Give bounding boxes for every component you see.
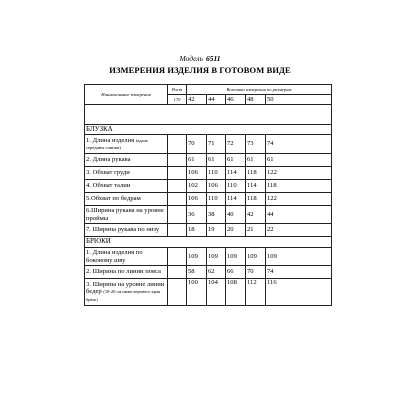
value-cell: 58: [187, 266, 207, 279]
value-cell: 118: [246, 193, 266, 206]
value-cell: 40: [226, 206, 246, 224]
row-label-note: (вдоль середины спинки): [86, 137, 149, 150]
row-label: 3. Обхват груди: [85, 167, 168, 180]
table-row: [85, 180, 332, 193]
value-cell: 109: [246, 248, 266, 266]
value-cell: 106: [187, 193, 207, 206]
value-cell: 61: [266, 154, 332, 167]
value-cell: 114: [246, 180, 266, 193]
value-cell: 118: [266, 180, 332, 193]
value-cell: 71: [207, 135, 226, 154]
growth-value: 170: [168, 95, 187, 105]
table-row: [85, 193, 332, 206]
spacer-row: [85, 105, 332, 125]
value-cell: 19: [207, 224, 226, 237]
value-cell: 74: [266, 135, 332, 154]
value-cell: 106: [207, 180, 226, 193]
value-cell: 106: [187, 167, 207, 180]
growth-cell: [168, 248, 187, 266]
section-row: [85, 125, 332, 135]
value-cell: 102: [187, 180, 207, 193]
row-label: 1. Длина изделия по боковому шву: [85, 248, 168, 266]
value-cell: 18: [187, 224, 207, 237]
measurements-table: [84, 84, 332, 306]
table-row: [85, 135, 332, 154]
table-header-row: [85, 85, 332, 95]
growth-cell: [168, 224, 187, 237]
value-cell: 73: [246, 135, 266, 154]
value-cell: 70: [246, 266, 266, 279]
sizes-header: Величина измерения по размерам: [187, 85, 332, 95]
size-header: 46: [226, 95, 246, 105]
value-cell: 74: [266, 266, 332, 279]
size-header: 42: [187, 95, 207, 105]
growth-header: Рост: [168, 85, 187, 95]
row-label-note: (18-20 см ниже верхнего края брюк): [86, 289, 161, 302]
value-cell: 109: [266, 248, 332, 266]
section-title-trousers: БРЮКИ: [85, 237, 332, 248]
table-row: [85, 248, 332, 266]
section-row: [85, 237, 332, 248]
row-label: [85, 135, 168, 154]
row-label: 5.Обхват по бедрам: [85, 193, 168, 206]
section-title-blouse: БЛУЗКА: [85, 125, 332, 135]
growth-cell: [168, 266, 187, 279]
value-cell: 114: [226, 193, 246, 206]
value-cell: 122: [266, 167, 332, 180]
row-label: 6.Ширина рукава на уровне проймы: [85, 206, 168, 224]
value-cell: 44: [266, 206, 332, 224]
value-cell: 110: [207, 193, 226, 206]
table-row: [85, 154, 332, 167]
value-cell: 109: [187, 248, 207, 266]
row-label: 4. Обхват талии: [85, 180, 168, 193]
value-cell: 109: [207, 248, 226, 266]
value-cell: 61: [246, 154, 266, 167]
value-cell: 104: [207, 279, 226, 306]
value-cell: 38: [207, 206, 226, 224]
value-cell: 66: [226, 266, 246, 279]
growth-cell: [168, 180, 187, 193]
table-row: [85, 167, 332, 180]
value-cell: 110: [207, 167, 226, 180]
row-label: [85, 279, 168, 306]
growth-cell: [168, 279, 187, 306]
value-cell: 114: [226, 167, 246, 180]
value-cell: 122: [266, 193, 332, 206]
value-cell: 61: [207, 154, 226, 167]
growth-cell: [168, 167, 187, 180]
table-row: [85, 266, 332, 279]
name-column-header: Наименование измерения: [85, 85, 168, 105]
value-cell: 61: [226, 154, 246, 167]
value-cell: 118: [246, 167, 266, 180]
table-row: [85, 279, 332, 306]
row-label: 2. Ширина по линии пояса: [85, 266, 168, 279]
value-cell: 110: [226, 180, 246, 193]
growth-cell: [168, 206, 187, 224]
page-title: ИЗМЕРЕНИЯ ИЗДЕЛИЯ В ГОТОВОМ ВИДЕ: [109, 65, 291, 75]
size-header: 50: [266, 95, 332, 105]
row-label-text: 1. Длина изделия: [86, 136, 135, 144]
table-row: [85, 206, 332, 224]
model-number: 6511: [205, 54, 221, 63]
size-header: 48: [246, 95, 266, 105]
value-cell: 22: [266, 224, 332, 237]
value-cell: 36: [187, 206, 207, 224]
value-cell: 109: [226, 248, 246, 266]
value-cell: 112: [246, 279, 266, 306]
value-cell: 70: [187, 135, 207, 154]
value-cell: 100: [187, 279, 207, 306]
growth-cell: [168, 193, 187, 206]
growth-cell: [168, 135, 187, 154]
value-cell: 108: [226, 279, 246, 306]
value-cell: 62: [207, 266, 226, 279]
model-line: [0, 54, 400, 63]
size-header: 44: [207, 95, 226, 105]
row-label-text: 3. Ширина на уровне линии бедер: [86, 281, 165, 296]
row-label: 2. Длина рукава: [85, 154, 168, 167]
value-cell: 21: [246, 224, 266, 237]
value-cell: 61: [187, 154, 207, 167]
value-cell: 20: [226, 224, 246, 237]
value-cell: 116: [266, 279, 332, 306]
row-label: 7. Ширина рукава по низу: [85, 224, 168, 237]
table-row: [85, 224, 332, 237]
model-label: Модель: [179, 54, 203, 63]
growth-cell: [168, 154, 187, 167]
value-cell: 72: [226, 135, 246, 154]
value-cell: 42: [246, 206, 266, 224]
